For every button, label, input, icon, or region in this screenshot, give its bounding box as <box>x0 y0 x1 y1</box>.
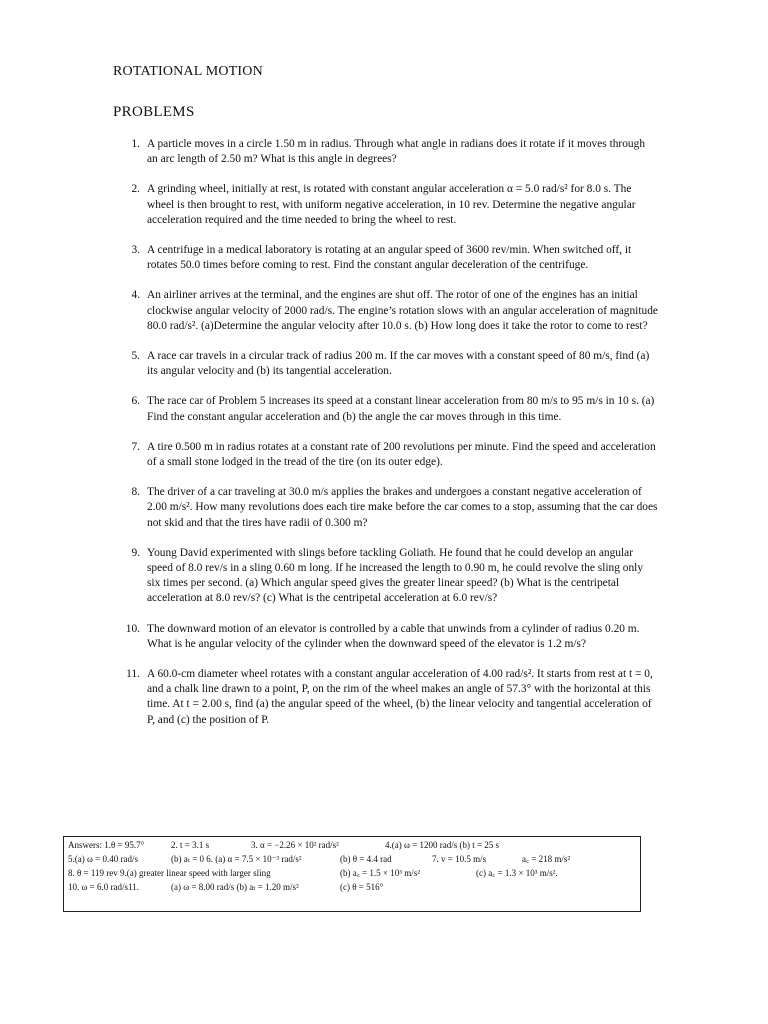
problem-list <box>113 137 658 743</box>
problem-number: 2. <box>131 183 140 196</box>
problem-item <box>113 182 658 228</box>
problem-text: A particle moves in a circle 1.50 m in radius. Through what angle in radians does it rotate if it moves through an arc length of 2.50 m? What is this angle in degrees? <box>147 138 646 166</box>
problem-item <box>113 137 658 167</box>
answers-line <box>68 880 636 894</box>
answer-text: (a) ω = 8.00 rad/s (b) aₜ = 1.20 m/s² <box>171 882 299 892</box>
answer-text: (b) a꜀ = 1.5 × 10³ m/s² <box>340 868 420 878</box>
problem-item <box>113 440 658 470</box>
answer-text: 4.(a) ω = 1200 rad/s (b) t = 25 s <box>385 840 500 850</box>
problem-number: 4. <box>131 289 140 302</box>
page-title: ROTATIONAL MOTION <box>113 64 263 79</box>
answers-box <box>63 836 641 912</box>
problem-number: 1. <box>131 138 140 150</box>
problem-item <box>113 622 658 652</box>
problem-text: The downward motion of an elevator is controlled by a cable that unwinds from a cylinder of radius 0.20 m. What is he angular velocity of the cylinder when the downward speed of the elevator is 1.2 m/s? <box>147 622 640 650</box>
answer-text: (c) a꜀ = 1.3 × 10³ m/s². <box>476 868 558 878</box>
answer-text: a꜀ = 218 m/s² <box>522 854 571 864</box>
answers-line <box>68 838 636 852</box>
problem-text: A centrifuge in a medical laboratory is rotating at an angular speed of 3600 rev/min. When switched off, it rotates 50.0 times before coming to rest. Find the constant angular deceleration of the centrifuge. <box>147 244 632 272</box>
answer-text: (c) θ = 516° <box>340 882 384 892</box>
answer-text: 8. θ = 119 rev 9.(a) greater linear speed with larger sling <box>68 868 271 878</box>
answer-text: (b) aₜ = 0 6. (a) α = 7.5 × 10⁻³ rad/s² <box>171 854 302 864</box>
answers-line <box>68 852 636 866</box>
problem-text: A race car travels in a circular track of radius 200 m. If the car moves with a constant speed of 80 m/s, find (a) its angular velocity and (b) its tangential acceleration. <box>147 350 650 378</box>
problem-number: 11. <box>126 668 140 681</box>
section-title: PROBLEMS <box>113 104 195 120</box>
problem-number: 6. <box>131 395 140 408</box>
problem-number: 5. <box>131 350 140 363</box>
problem-number: 3. <box>131 244 140 257</box>
answer-text: 5.(a) ω = 0.40 rad/s <box>68 854 138 864</box>
answer-text: 2. t = 3.1 s <box>171 840 210 850</box>
problem-text: Young David experimented with slings before tackling Goliath. He found that he could develop an angular speed of 8.0 rev/s in a sling 0.60 m long. If he increased the length to 0.90 m, he could revolve the sling only six times per second. (a) Which angular speed gives the greater linear speed? (b) What is the centripetal acceleration at 8.0 rev/s? (c) What is the centripetal acceleration at 6.0 rev/s? <box>147 546 644 605</box>
problem-text: A 60.0-cm diameter wheel rotates with a constant angular acceleration of 4.00 rad/s². It starts from rest at t = 0, and a chalk line drawn to a point, P, on the rim of the wheel makes an angle of 57.3° with the horizontal at this time. At t = 2.00 s, find (a) the angular speed of the wheel, (b) the linear velocity and tangential acceleration of P, and (c) the position of P. <box>147 668 653 726</box>
answers-line <box>68 866 636 880</box>
problem-text: The driver of a car traveling at 30.0 m/s applies the brakes and undergoes a constant negative acceleration of 2.00 m/s². How many revolutions does each tire make before the car comes to a stop, assuming that the car does not skid and that the tires have radii of 0.300 m? <box>147 486 658 529</box>
problem-item <box>113 485 658 531</box>
problem-item <box>113 349 658 379</box>
problem-text: An airliner arrives at the terminal, and the engines are shut off. The rotor of one of the engines has an initial clockwise angular velocity of 2000 rad/s. The engine’s rotation slows with an angular acceleration of magnitude 80.0 rad/s². (a)Determine the angular velocity after 10.0 s. (b) How long does it take the rotor to come to rest? <box>147 289 658 332</box>
answer-text: 3. α = −2.26 × 10² rad/s² <box>251 840 339 850</box>
problem-item <box>113 288 658 334</box>
problem-text: A tire 0.500 m in radius rotates at a constant rate of 200 revolutions per minute. Find the speed and acceleration of a small stone lodged in the tread of the tire (on its outer edge). <box>147 440 656 469</box>
problem-item <box>113 667 658 728</box>
problem-number: 9. <box>131 546 140 559</box>
answer-text: 10. ω = 6.0 rad/s11. <box>68 882 139 892</box>
problem-number: 8. <box>131 486 140 499</box>
problem-item <box>113 243 658 273</box>
problem-text: A grinding wheel, initially at rest, is rotated with constant angular acceleration α = 5.0 rad/s² for 8.0 s. The wheel is then brought to rest, with uniform negative acceleration, in 10 rev. Determine the negative angular acceleration required and the time needed to bring the wheel to rest. <box>147 183 636 226</box>
problem-item <box>113 394 658 424</box>
problem-number: 10. <box>125 622 140 635</box>
answer-text: 7. v = 10.5 m/s <box>432 854 487 864</box>
answer-text: Answers: 1.θ = 95.7° <box>68 840 145 850</box>
problem-number: 7. <box>131 440 140 453</box>
answer-text: (b) θ = 4.4 rad <box>340 854 392 864</box>
problem-item <box>113 546 658 607</box>
problem-text: The race car of Problem 5 increases its speed at a constant linear acceleration from 80 m/s to 95 m/s in 10 s. (a) Find the constant angular acceleration and (b) the angle the car moves through in this time. <box>147 395 655 423</box>
